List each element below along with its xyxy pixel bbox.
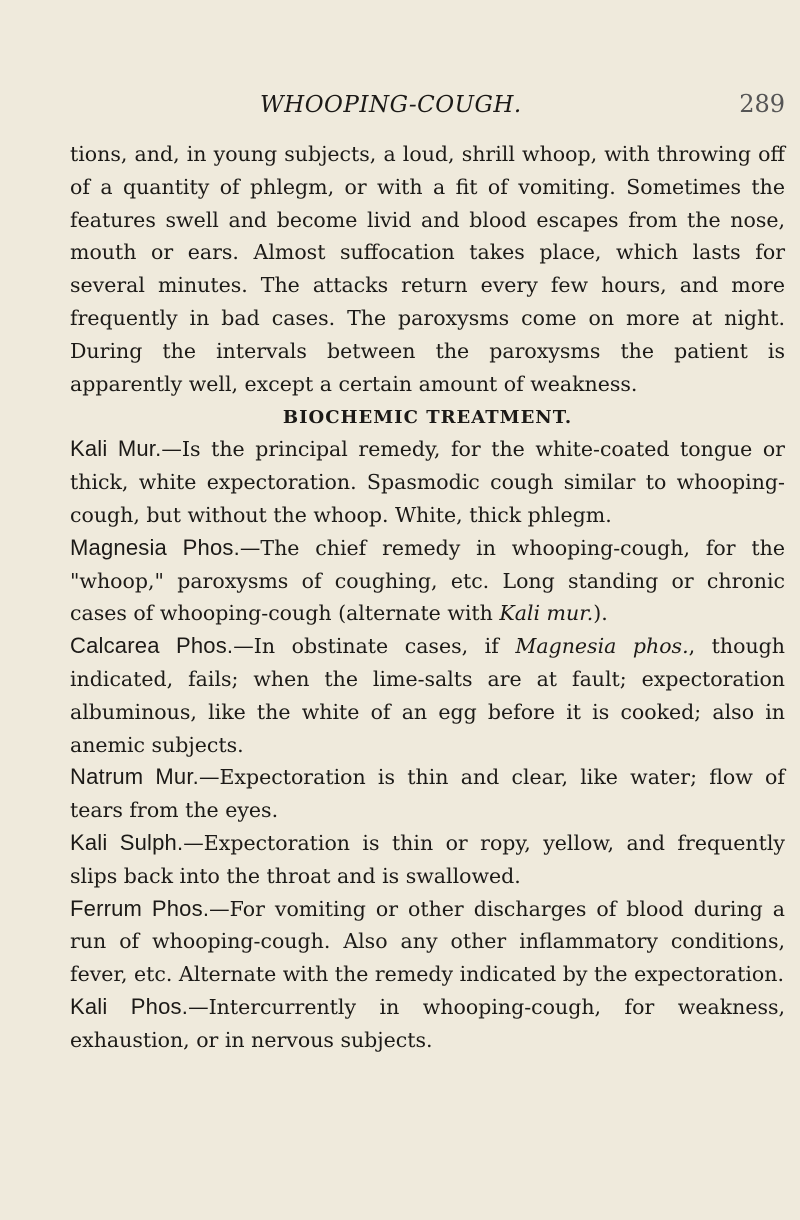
running-title: WHOOPING-COUGH. (260, 92, 522, 118)
remedy-text: —Is the principal remedy, for the white-coated tongue or thick, white expectoration. Spasmodic cough similar to whooping-cough, but without the whoop. White, thick phlegm. (70, 437, 785, 527)
remedy-text-after: , though indicated, fails; when the lime-salts are at fault; expectoration albuminous, like the white of an egg before it is cooked; also in anemic subjects. (70, 634, 785, 757)
page-number: 289 (739, 90, 785, 118)
remedy-kali-mur (70, 433, 785, 531)
remedy-calcarea-phos (70, 630, 785, 761)
remedy-name: Kali Mur. (70, 436, 162, 462)
remedy-name: Magnesia Phos. (70, 534, 240, 560)
remedy-text: —Expectoration is thin or ropy, yellow, and frequently slips back into the throat and is swallowed. (70, 830, 785, 888)
remedy-name: Kali Phos. (70, 993, 189, 1019)
remedy-kali-sulph (70, 827, 785, 893)
remedy-kali-phos (70, 991, 785, 1057)
remedy-ferrum-phos (70, 893, 785, 991)
remedy-text: —Intercurrently in whooping-cough, for weakness, exhaustion, or in nervous subjects. (70, 994, 786, 1052)
running-head (70, 88, 785, 128)
remedy-name: Ferrum Phos. (70, 895, 210, 921)
section-heading: BIOCHEMIC TREATMENT. (282, 407, 573, 429)
remedy-text-after: ). (593, 601, 608, 626)
remedy-name: Natrum Mur. (70, 764, 199, 790)
remedy-italic-reference: Kali mur. (499, 601, 594, 626)
remedy-italic-reference: Magnesia phos. (515, 634, 689, 659)
remedy-text: —Expectoration is thin and clear, like water; flow of tears from the eyes. (70, 765, 785, 823)
remedy-natrum-mur (70, 761, 785, 827)
remedy-text: —The chief remedy in whooping-cough, for the "whoop," paroxysms of coughing, etc. Long standing or chronic cases of whooping-cough (alternate with (70, 535, 785, 626)
book-page (70, 88, 785, 1057)
remedy-text: —In obstinate cases, if (233, 634, 516, 659)
remedy-text: —For vomiting or other discharges of blood during a run of whooping-cough. Also any other inflammatory conditions, fever, etc. Alternate with the remedy indicated by the expectoration. (70, 896, 785, 987)
remedy-name: Kali Sulph. (70, 829, 184, 855)
remedy-name: Calcarea Phos. (70, 633, 234, 659)
intro-paragraph: tions, and, in young subjects, a loud, shrill whoop, with throwing off of a quantity of phlegm, or with a fit of vomiting. Sometimes the features swell and become livid and blood escapes from the nose, mouth or ears. Almost suffocation takes place, which lasts for several minutes. The attacks return every few hours, and more frequently in bad cases. The paroxysms come on more at night. During the intervals between the paroxysms the patient is apparently well, except a certain amount of weakness. (70, 142, 785, 396)
remedy-magnesia-phos (70, 532, 785, 630)
